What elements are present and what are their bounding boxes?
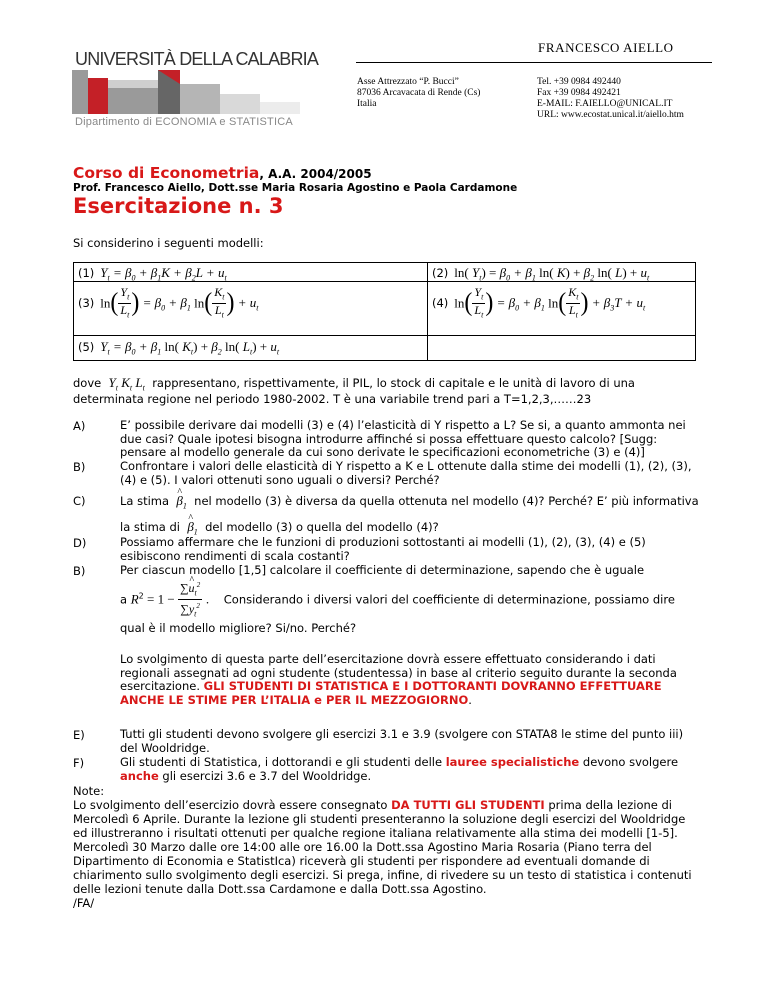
course-title: Corso di Econometria [73,164,260,182]
contact-url[interactable]: URL: www.ecostat.unical.it/aiello.htm [537,110,684,120]
teachers: Prof. Francesco Aiello, Dott.sse Maria Rosaria Agostino e Paola Cardamone [73,182,518,194]
model-5: (5) $Y_t = \beta_0 + \beta_1$ ln( $K_t) + \beta_2$ ln( $L_t) + u_t$ [78,339,280,357]
definitions-line-1: dove $Y_t$ $K_t$ $L_t$ rappresentano, rispettivamente, il PIL, lo stock di capitale e le unità di lavoro di una [73,375,635,393]
model-2: (2) ln( $Y_t) = \beta_0 + \beta_1$ ln( $K) + \beta_2$ ln( $L) + u_t$ [432,265,650,283]
item-b-label: B) [73,460,86,474]
final-paragraph: Lo svolgimento dell’esercizio dovrà essere consegnato DA TUTTI GLI STUDENTI prima della lezione di Mercoledì 6 Aprile. Durante la lezione gli studenti presenteranno la soluzione degli esercizi del Wooldridge ed illustreranno i risultati ottenuti per qualche regione italiana relativamente alla stima dei modelli [1-5]. Mercoledì 30 Marzo dalle ore 14:00 alle ore 16.00 la Dott.ssa Agostino Maria Rosaria (Piano terra del Dipartimento di Economia e StatistIca) riceverà gli studenti per rispondere ad eventuali domande di chiarimento sullo svolgimento degli esercizi. Si prega, infine, di rivedere su un testo di statistica i contenuti delle lezioni tenute dalla Dott.ssa Cardamone e dalla Dott.ssa Agostino. [73,798,692,896]
item-b2-line-1: Per ciascun modello [1,5] calcolare il coefficiente di determinazione, sapendo che è uguale [120,563,645,577]
item-e-label: E) [73,728,85,742]
item-d-label: D) [73,536,87,550]
department-name: Dipartimento di ECONOMIA e STATISTICA [75,116,293,128]
item-b2-formula-line: a $R^2 = 1$ − $\frac{\sum\^{} u_t^2}{\sum y_t^2}$ . Considerando i diversi valori del coefficiente di determinazione, possiamo dire [120,579,696,621]
item-e-text: Tutti gli studenti devono svolgere gli esercizi 3.1 e 3.9 (svolgere con STATA8 le stime del punto iii) del Wooldridge. [120,727,684,755]
professor-name: FRANCESCO AIELLO [538,40,674,55]
models-table [73,262,696,361]
item-a-label: A) [73,419,86,433]
model-4: (4) ln( $\frac{Y_t}{L_t}$ ) = $\beta_0 + \beta_1$ ln( $\frac{K_t}{L_t}$ ) + $\beta_3T + u_t$ [432,285,646,320]
note-label: Note: [73,784,105,798]
item-f-text: Gli studenti di Statistica, i dottorandi e gli studenti delle lauree specialistiche devono svolgere anche gli esercizi 3.6 e 3.7 del Wooldridge. [120,755,679,783]
exercise-title: Esercitazione n. 3 [73,194,284,218]
course-year: , A.A. 2004/2005 [259,167,372,181]
item-b-text: Confrontare i valori delle elasticità di Y rispetto a K e L ottenute dalla stime dei modelli (1), (2), (3), (4) e (5). I valori ottenuti sono uguali o diversi? Perché? [120,459,692,487]
contact-phone: Tel. +39 0984 492440 [537,77,621,87]
item-d-text: Possiamo affermare che le funzioni di produzioni sottostanti ai modelli (1), (2), (3), (4) e (5) esibiscono rendimenti di scala costanti? [120,535,646,563]
item-b2-label: B) [73,564,86,578]
model-3: (3) ln( $\frac{Y_t}{L_t}$ ) = $\beta_0 + \beta_1$ ln( $\frac{K_t}{L_t}$ ) + $u_t$ [78,285,259,320]
header-divider [356,62,712,63]
signature: /FA/ [73,896,95,910]
address-line-3: Italia [357,99,377,109]
address-line-1: Asse Attrezzato “P. Bucci” [357,77,459,87]
item-f-label: F) [73,756,85,770]
course-heading [73,163,372,182]
item-a-text: E’ possibile derivare dai modelli (3) e (4) l’elasticità di Y rispetto a L? Se si, a quanto ammonta nei due casi? Quale ipotesi bisogna introdurre affinché si possa effettuare questo calcolo? [Sugg: pensare al modello generale da cui sono derivate le specificazioni econometriche (3) e (4)] [120,418,686,459]
item-c-line-1: La stima ^ $\beta_1$ nel modello (3) è diversa da quella ottenuta nel modello (4)? Perché? E’ più informativa [120,494,696,513]
university-logo-text: UNIVERSITÀ DELLA CALABRIA [75,49,319,69]
contact-email[interactable]: E-MAIL: F.AIELLO@UNICAL.IT [537,99,673,109]
note-paragraph: Lo svolgimento di questa parte dell’esercitazione dovrà essere effettuato considerando i dati regionali assegnati ad ogni studente (studentessa) in base al criterio seguito durante la seconda esercitazione. GLI STUDENTI DI STATISTICA E I DOTTORANTI DOVRANNO EFFETTUARE ANCHE LE STIME PER L’ITALIA e PER IL MEZZOGIORNO. [120,652,677,707]
intro-text: Si considerino i seguenti modelli: [73,236,264,250]
item-c-line-2: la stima di ^ $\beta_1$ del modello (3) o quella del modello (4)? [120,520,696,539]
logo-graphic [72,70,312,114]
model-1: (1) $Y_t = \beta_0 + \beta_1K + \beta_2L + u_t$ [78,265,227,283]
contact-fax: Fax +39 0984 492421 [537,88,621,98]
definitions-line-2: determinata regione nel periodo 1980-2002. T è una variabile trend pari a T=1,2,3,……23 [73,392,592,406]
address-line-2: 87036 Arcavacata di Rende (Cs) [357,88,481,98]
item-b2-line-3: qual è il modello migliore? Si/no. Perché? [120,621,357,635]
item-c-label: C) [73,494,86,508]
